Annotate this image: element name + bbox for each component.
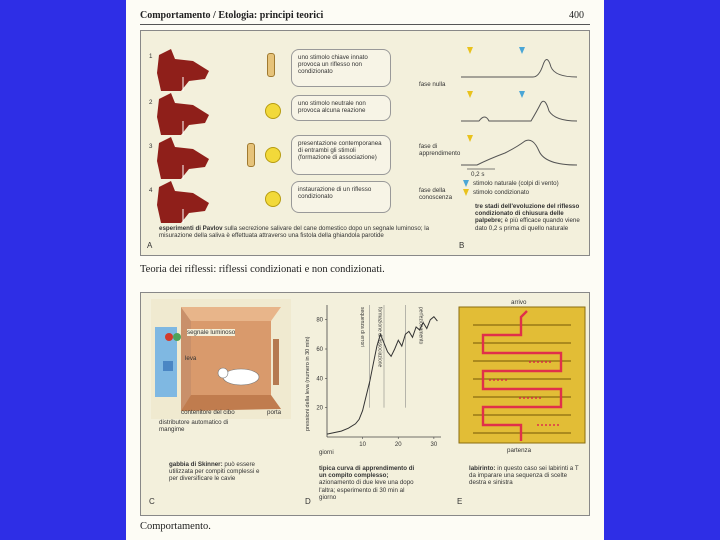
eyelid-traces: [459, 41, 579, 171]
dog-head-illustration: [153, 137, 213, 179]
food-container-label: contenitore del cibo: [181, 409, 235, 416]
dog-head-illustration: [153, 93, 213, 135]
caption-bold: labirinto:: [469, 465, 496, 472]
page-number: 400: [569, 10, 584, 21]
phase-label: sequenza di errori: [358, 307, 365, 348]
panel-letter: A: [147, 241, 153, 250]
caption-reflexes: Teoria dei riflessi: riflessi condizionati e non condizionati.: [140, 264, 385, 275]
phase-label: perfezionamento: [417, 307, 424, 345]
light-bulb-icon: [265, 103, 281, 119]
caption-text: azionamento di due leve una dopo l'altra; esperimento di 30 min al giorno: [319, 479, 414, 501]
time-label: 0,2 s: [471, 171, 485, 178]
arrival-label: arrivo: [511, 299, 527, 306]
figure-learning: [140, 292, 590, 516]
dog-head-illustration: [153, 181, 213, 223]
phase-label: fase della conoscenza: [419, 187, 453, 202]
phase-label: formazione di associazione: [376, 307, 383, 368]
row-number-2: 2: [149, 99, 153, 106]
bone-icon: [267, 53, 275, 77]
maze-illustration: [459, 307, 585, 443]
step-box: [291, 135, 391, 175]
row-number-1: 1: [149, 53, 153, 60]
bone-icon: [247, 143, 255, 167]
caption-bold: gabbia di Skinner:: [169, 461, 223, 468]
page-header: Comportamento / Etologia: principi teorici: [140, 10, 324, 21]
light-bulb-icon: [265, 191, 281, 207]
y-tick-label: 60: [316, 347, 323, 353]
figure-reflexes: [140, 30, 590, 256]
panel-b-caption: [475, 203, 583, 232]
panel-letter: E: [457, 497, 463, 506]
y-tick-label: 20: [316, 405, 323, 412]
step-box: [291, 95, 391, 121]
x-tick-label: 30: [430, 442, 438, 448]
phase-label: fase di apprendimento: [419, 143, 461, 158]
phase-label: fase nulla: [419, 81, 446, 88]
panel-d-caption: [319, 465, 423, 501]
step-text: presentazione contemporanea di entrambi gli stimoli (formazione di associazione): [298, 140, 382, 162]
caption-text: sulla secrezione salivare del cane domestico dopo un segnale luminoso; la misurazione della saliva è effettuata attraverso una fistola della ghiandola parotide: [159, 225, 430, 240]
door-label: porta: [267, 409, 282, 416]
x-tick-label: 10: [359, 442, 366, 448]
step-text: uno stimolo chiave innato provoca un riflesso non condizionato: [298, 54, 368, 76]
panel-c-caption: [169, 461, 269, 483]
signal-label: segnale luminoso: [187, 329, 236, 336]
caption-bold: esperimenti di Pavlov: [159, 225, 223, 232]
caption-behavior: Comportamento.: [140, 521, 211, 532]
legend-conditioned: stimolo condizionato: [473, 189, 530, 196]
skinner-box-illustration: [151, 299, 291, 419]
learning-curve-chart: [301, 297, 451, 455]
wind-stimulus-icon: [463, 180, 469, 187]
start-label: partenza: [507, 447, 532, 454]
step-text: uno stimolo neutrale non provoca alcuna reazione: [298, 100, 366, 115]
y-tick-label: 80: [316, 317, 323, 324]
panel-letter: B: [459, 241, 465, 250]
caption-text: può essere utilizzata per compiti complessi e per diversificare le cavie: [169, 461, 260, 483]
y-axis-label: pressioni della leva (numero in 30 min): [305, 336, 311, 431]
conditioned-stimulus-icon: [463, 189, 469, 196]
caption-text: è più efficace quando viene dato 0,2 s prima di quello naturale: [475, 217, 580, 232]
x-tick-label: 20: [394, 442, 402, 448]
step-box: [291, 49, 391, 87]
row-number-4: 4: [149, 187, 153, 194]
caption-text: in questo caso sei labirinti a T da imparare una sequenza di scelte destra e sinistra: [469, 465, 579, 487]
panel-a-caption: [159, 225, 449, 239]
caption-bold: tipica curva di apprendimento di un compito complesso;: [319, 465, 415, 480]
document-page: [126, 0, 604, 540]
panel-e-caption: [469, 465, 581, 487]
legend-natural: stimolo naturale (colpi di vento): [473, 180, 559, 187]
header-rule: [140, 24, 590, 25]
dog-head-illustration: [153, 49, 213, 91]
y-tick-label: 40: [316, 376, 323, 383]
light-bulb-icon: [265, 147, 281, 163]
caption-bold: tre stadi dell'evoluzione del riflesso condizionato di chiusura delle palpebre;: [475, 203, 580, 225]
panel-letter: C: [149, 497, 155, 506]
panel-letter: D: [305, 497, 311, 506]
step-box: [291, 181, 391, 213]
row-number-3: 3: [149, 143, 153, 150]
step-text: instaurazione di un riflesso condizionato: [298, 186, 372, 201]
dispenser-label: distributore automatico di mangime: [159, 419, 229, 434]
lever-label: leva: [185, 355, 197, 362]
x-axis-label: giorni: [319, 450, 334, 456]
